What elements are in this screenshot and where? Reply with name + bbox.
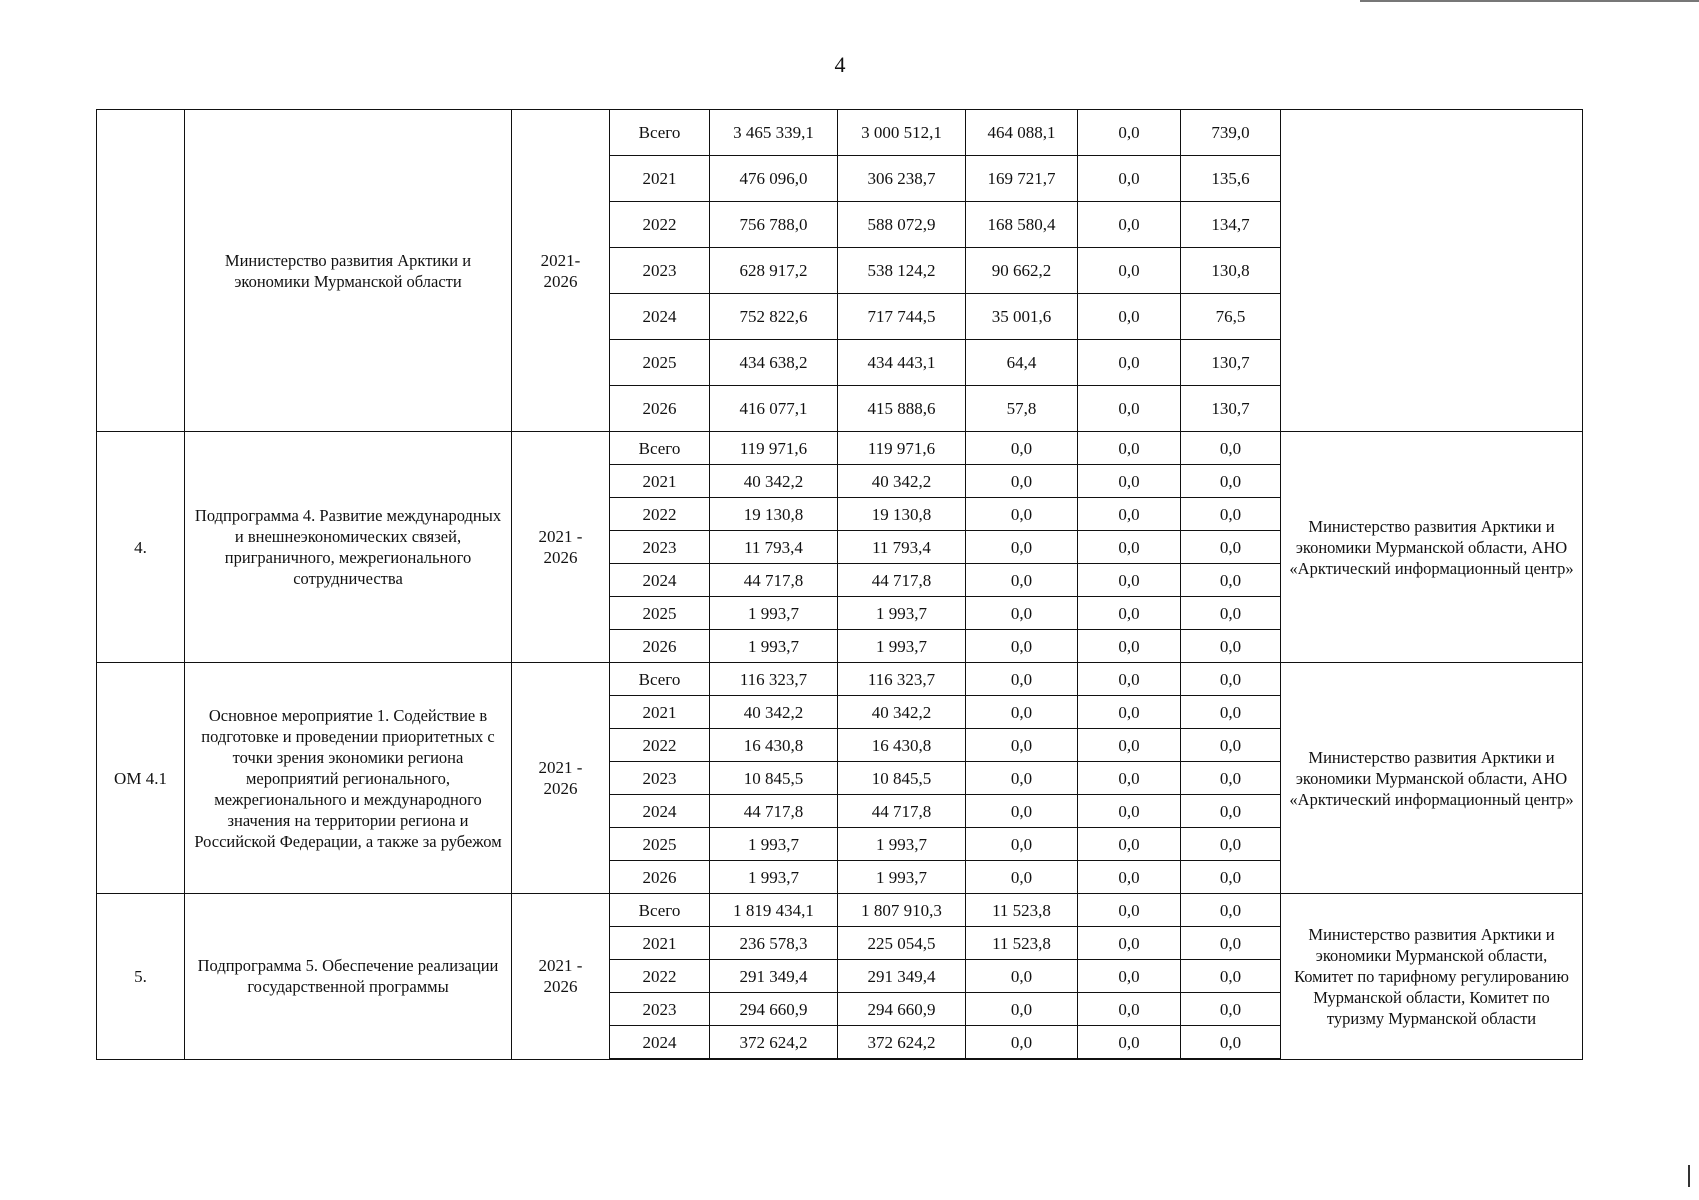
- value-cell: 752 822,6: [710, 294, 838, 340]
- value-cell: 3 000 512,1: [838, 110, 966, 156]
- year-cell: Всего: [610, 663, 710, 696]
- value-cell: 0,0: [1181, 762, 1281, 795]
- year-cell: 2022: [610, 960, 710, 993]
- value-cell: 306 238,7: [838, 156, 966, 202]
- value-cell: 135,6: [1181, 156, 1281, 202]
- value-cell: 19 130,8: [838, 498, 966, 531]
- value-cell: 0,0: [966, 960, 1078, 993]
- value-cell: 169 721,7: [966, 156, 1078, 202]
- scan-top-edge-line: [1360, 0, 1699, 2]
- value-cell: 0,0: [1078, 597, 1181, 630]
- value-cell: 0,0: [1078, 894, 1181, 927]
- value-cell: 0,0: [966, 861, 1078, 894]
- budget-table: [96, 109, 1583, 1060]
- year-cell: 2026: [610, 861, 710, 894]
- value-cell: 1 993,7: [710, 597, 838, 630]
- value-cell: 0,0: [1078, 564, 1181, 597]
- value-cell: 0,0: [1181, 828, 1281, 861]
- value-cell: 1 993,7: [838, 828, 966, 861]
- value-cell: 0,0: [966, 564, 1078, 597]
- value-cell: 739,0: [1181, 110, 1281, 156]
- value-cell: 0,0: [1181, 927, 1281, 960]
- value-cell: 0,0: [1078, 993, 1181, 1026]
- value-cell: 294 660,9: [710, 993, 838, 1026]
- year-cell: 2025: [610, 597, 710, 630]
- value-cell: 0,0: [966, 531, 1078, 564]
- table-row: [97, 894, 1583, 927]
- table-section: [97, 894, 1583, 1060]
- value-cell: 0,0: [1181, 795, 1281, 828]
- section-executor: [1281, 110, 1583, 432]
- table-section: [97, 432, 1583, 663]
- value-cell: 0,0: [1181, 696, 1281, 729]
- value-cell: 434 638,2: [710, 340, 838, 386]
- value-cell: 0,0: [1078, 663, 1181, 696]
- value-cell: 0,0: [966, 597, 1078, 630]
- value-cell: 0,0: [1078, 729, 1181, 762]
- value-cell: 40 342,2: [838, 696, 966, 729]
- value-cell: 0,0: [1078, 960, 1181, 993]
- value-cell: 116 323,7: [838, 663, 966, 696]
- value-cell: 0,0: [1078, 795, 1181, 828]
- value-cell: 0,0: [1181, 630, 1281, 663]
- value-cell: 44 717,8: [710, 564, 838, 597]
- value-cell: 76,5: [1181, 294, 1281, 340]
- year-cell: Всего: [610, 894, 710, 927]
- section-number: 4.: [97, 432, 185, 663]
- value-cell: 0,0: [966, 1026, 1078, 1060]
- value-cell: 44 717,8: [838, 795, 966, 828]
- value-cell: 464 088,1: [966, 110, 1078, 156]
- value-cell: 0,0: [1078, 498, 1181, 531]
- value-cell: 0,0: [1078, 386, 1181, 432]
- value-cell: 291 349,4: [710, 960, 838, 993]
- value-cell: 40 342,2: [710, 696, 838, 729]
- value-cell: 0,0: [966, 465, 1078, 498]
- year-cell: 2023: [610, 762, 710, 795]
- value-cell: 1 819 434,1: [710, 894, 838, 927]
- value-cell: 0,0: [1181, 894, 1281, 927]
- scan-edge-mark: [1688, 1165, 1690, 1187]
- section-executor: Министерство развития Арктики и экономики Мурманской области, АНО «Арктический информационный центр»: [1281, 432, 1583, 663]
- value-cell: 0,0: [966, 795, 1078, 828]
- year-cell: 2023: [610, 248, 710, 294]
- value-cell: 0,0: [966, 663, 1078, 696]
- value-cell: 16 430,8: [838, 729, 966, 762]
- section-name: Министерство развития Арктики и экономики Мурманской области: [185, 110, 512, 432]
- year-cell: 2022: [610, 729, 710, 762]
- value-cell: 11 523,8: [966, 927, 1078, 960]
- value-cell: 0,0: [1078, 248, 1181, 294]
- value-cell: 0,0: [1078, 696, 1181, 729]
- table-section: [97, 110, 1583, 432]
- value-cell: 10 845,5: [838, 762, 966, 795]
- value-cell: 0,0: [1181, 1026, 1281, 1060]
- value-cell: 538 124,2: [838, 248, 966, 294]
- value-cell: 0,0: [1181, 861, 1281, 894]
- section-period: 2021 - 2026: [512, 432, 610, 663]
- section-name: Основное мероприятие 1. Содействие в подготовке и проведении приоритетных с точки зрения экономики региона мероприятий регионального, межрегионального и международного значения на территории региона и Российской Федерации, а также за рубежом: [185, 663, 512, 894]
- value-cell: 0,0: [966, 828, 1078, 861]
- value-cell: 130,8: [1181, 248, 1281, 294]
- value-cell: 0,0: [1181, 432, 1281, 465]
- section-period: 2021 - 2026: [512, 894, 610, 1060]
- section-executor: Министерство развития Арктики и экономики Мурманской области, Комитет по тарифному регулированию Мурманской области, Комитет по туризму Мурманской области: [1281, 894, 1583, 1060]
- value-cell: 0,0: [1078, 156, 1181, 202]
- value-cell: 1 993,7: [710, 630, 838, 663]
- year-cell: Всего: [610, 432, 710, 465]
- year-cell: 2023: [610, 993, 710, 1026]
- year-cell: 2022: [610, 498, 710, 531]
- year-cell: 2025: [610, 340, 710, 386]
- value-cell: 11 523,8: [966, 894, 1078, 927]
- value-cell: 0,0: [1181, 531, 1281, 564]
- year-cell: 2021: [610, 927, 710, 960]
- table-row: [97, 110, 1583, 156]
- value-cell: 291 349,4: [838, 960, 966, 993]
- year-cell: 2021: [610, 465, 710, 498]
- year-cell: 2024: [610, 1026, 710, 1060]
- value-cell: 10 845,5: [710, 762, 838, 795]
- value-cell: 11 793,4: [838, 531, 966, 564]
- value-cell: 0,0: [1181, 564, 1281, 597]
- section-executor: Министерство развития Арктики и экономики Мурманской области, АНО «Арктический информационный центр»: [1281, 663, 1583, 894]
- page-number: 4: [834, 52, 846, 77]
- value-cell: 19 130,8: [710, 498, 838, 531]
- value-cell: 3 465 339,1: [710, 110, 838, 156]
- value-cell: 57,8: [966, 386, 1078, 432]
- value-cell: 476 096,0: [710, 156, 838, 202]
- value-cell: 0,0: [1078, 762, 1181, 795]
- value-cell: 44 717,8: [838, 564, 966, 597]
- table-row: [97, 663, 1583, 696]
- year-cell: 2024: [610, 294, 710, 340]
- value-cell: 168 580,4: [966, 202, 1078, 248]
- value-cell: 0,0: [966, 696, 1078, 729]
- value-cell: 0,0: [1181, 597, 1281, 630]
- value-cell: 0,0: [966, 762, 1078, 795]
- value-cell: 372 624,2: [838, 1026, 966, 1060]
- value-cell: 588 072,9: [838, 202, 966, 248]
- value-cell: 1 993,7: [710, 861, 838, 894]
- value-cell: 0,0: [1181, 465, 1281, 498]
- value-cell: 11 793,4: [710, 531, 838, 564]
- value-cell: 225 054,5: [838, 927, 966, 960]
- value-cell: 0,0: [1078, 1026, 1181, 1060]
- year-cell: 2024: [610, 564, 710, 597]
- value-cell: 236 578,3: [710, 927, 838, 960]
- value-cell: 0,0: [1078, 340, 1181, 386]
- value-cell: 0,0: [966, 432, 1078, 465]
- value-cell: 0,0: [1078, 294, 1181, 340]
- year-cell: 2023: [610, 531, 710, 564]
- value-cell: 1 993,7: [838, 630, 966, 663]
- value-cell: 0,0: [966, 630, 1078, 663]
- section-number: [97, 110, 185, 432]
- year-cell: 2024: [610, 795, 710, 828]
- value-cell: 0,0: [1078, 465, 1181, 498]
- year-cell: 2025: [610, 828, 710, 861]
- value-cell: 16 430,8: [710, 729, 838, 762]
- table-section: [97, 663, 1583, 894]
- value-cell: 134,7: [1181, 202, 1281, 248]
- value-cell: 0,0: [1078, 432, 1181, 465]
- value-cell: 717 744,5: [838, 294, 966, 340]
- value-cell: 116 323,7: [710, 663, 838, 696]
- section-period: 2021 - 2026: [512, 663, 610, 894]
- value-cell: 1 807 910,3: [838, 894, 966, 927]
- value-cell: 119 971,6: [710, 432, 838, 465]
- year-cell: 2026: [610, 630, 710, 663]
- value-cell: 0,0: [1078, 828, 1181, 861]
- value-cell: 0,0: [1078, 927, 1181, 960]
- value-cell: 44 717,8: [710, 795, 838, 828]
- year-cell: 2021: [610, 696, 710, 729]
- section-name: Подпрограмма 5. Обеспечение реализации государственной программы: [185, 894, 512, 1060]
- value-cell: 40 342,2: [710, 465, 838, 498]
- value-cell: 1 993,7: [710, 828, 838, 861]
- value-cell: 1 993,7: [838, 597, 966, 630]
- year-cell: 2026: [610, 386, 710, 432]
- value-cell: 119 971,6: [838, 432, 966, 465]
- value-cell: 628 917,2: [710, 248, 838, 294]
- section-name: Подпрограмма 4. Развитие международных и внешнеэкономических связей, приграничного, межрегионального сотрудничества: [185, 432, 512, 663]
- value-cell: 0,0: [966, 729, 1078, 762]
- value-cell: 40 342,2: [838, 465, 966, 498]
- value-cell: 0,0: [1181, 993, 1281, 1026]
- value-cell: 64,4: [966, 340, 1078, 386]
- section-period: 2021- 2026: [512, 110, 610, 432]
- value-cell: 90 662,2: [966, 248, 1078, 294]
- value-cell: 756 788,0: [710, 202, 838, 248]
- value-cell: 415 888,6: [838, 386, 966, 432]
- value-cell: 0,0: [966, 498, 1078, 531]
- value-cell: 1 993,7: [838, 861, 966, 894]
- year-cell: Всего: [610, 110, 710, 156]
- year-cell: 2022: [610, 202, 710, 248]
- value-cell: 0,0: [1181, 663, 1281, 696]
- value-cell: 0,0: [966, 993, 1078, 1026]
- value-cell: 434 443,1: [838, 340, 966, 386]
- value-cell: 0,0: [1078, 202, 1181, 248]
- value-cell: 130,7: [1181, 340, 1281, 386]
- value-cell: 0,0: [1078, 531, 1181, 564]
- value-cell: 416 077,1: [710, 386, 838, 432]
- value-cell: 0,0: [1078, 110, 1181, 156]
- value-cell: 0,0: [1181, 960, 1281, 993]
- value-cell: 294 660,9: [838, 993, 966, 1026]
- table-row: [97, 432, 1583, 465]
- value-cell: 0,0: [1078, 861, 1181, 894]
- value-cell: 130,7: [1181, 386, 1281, 432]
- value-cell: 0,0: [1181, 729, 1281, 762]
- value-cell: 0,0: [1181, 498, 1281, 531]
- section-number: ОМ 4.1: [97, 663, 185, 894]
- value-cell: 0,0: [1078, 630, 1181, 663]
- value-cell: 372 624,2: [710, 1026, 838, 1060]
- section-number: 5.: [97, 894, 185, 1060]
- year-cell: 2021: [610, 156, 710, 202]
- value-cell: 35 001,6: [966, 294, 1078, 340]
